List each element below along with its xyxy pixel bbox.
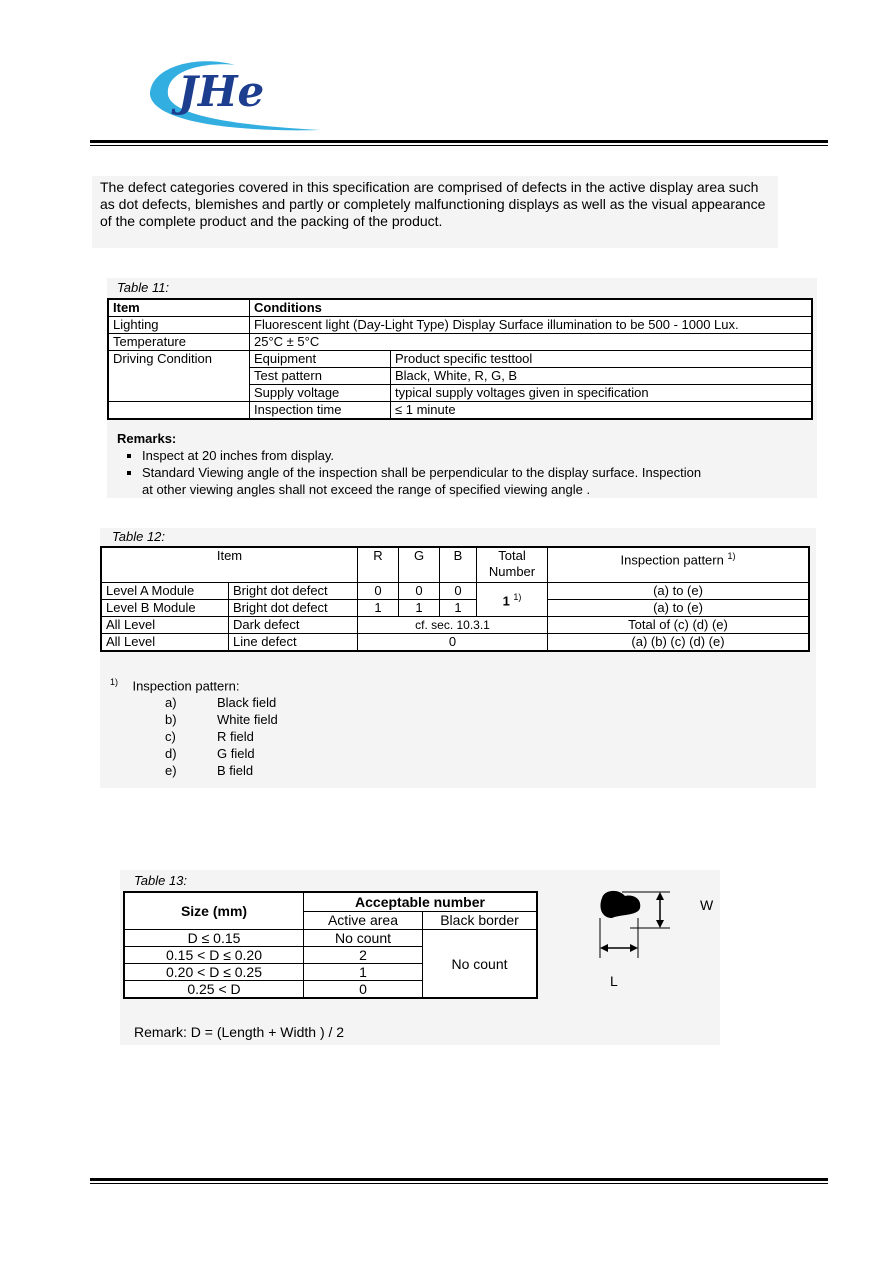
list-item (165, 728, 278, 745)
level-cell: All Level (101, 617, 229, 634)
table13-section (120, 870, 720, 1045)
table-row (124, 892, 537, 911)
inspection-time-label: Inspection time (250, 402, 391, 420)
table-row (108, 334, 812, 351)
footer-rule (90, 1178, 828, 1184)
table12 (100, 546, 810, 652)
empty-cell (108, 402, 250, 420)
active-cell: 2 (304, 947, 423, 964)
dark-defect-value: cf. sec. 10.3.1 (358, 617, 548, 634)
remarks-list (117, 447, 701, 498)
company-logo (140, 40, 340, 140)
item-key: d) (165, 746, 177, 762)
equipment-value: Product specific testtool (391, 351, 813, 368)
list-item: ▪ Inspect at 20 inches from display. (142, 447, 701, 464)
item-value: G field (217, 746, 255, 762)
table-row (108, 351, 812, 368)
defect-cell: Bright dot defect (229, 583, 358, 600)
test-pattern-value: Black, White, R, G, B (391, 368, 813, 385)
pattern-cell: (a) (b) (c) (d) (e) (548, 634, 810, 652)
table12-header-b: B (440, 547, 477, 583)
total-line2: Number (488, 564, 536, 579)
list-item (165, 745, 278, 762)
logo-text: JHe (178, 67, 265, 116)
g-cell: 0 (399, 583, 440, 600)
item-key: c) (165, 729, 176, 745)
equipment-label: Equipment (250, 351, 391, 368)
table-row (101, 600, 809, 617)
table13-header-active: Active area (304, 911, 423, 929)
item-value: R field (217, 729, 254, 745)
list-item (142, 464, 701, 498)
r-cell: 0 (358, 583, 399, 600)
item-key: e) (165, 763, 177, 779)
lighting-value: Fluorescent light (Day-Light Type) Display Surface illumination to be 500 - 1000 Lux. (250, 317, 813, 334)
driving-condition-label: Driving Condition (108, 351, 250, 402)
total-line1: Total (498, 548, 526, 563)
temperature-value: 25°C ± 5°C (250, 334, 813, 351)
table11-caption: Table 11: (117, 280, 170, 295)
pattern-cell: (a) to (e) (548, 600, 810, 617)
table12-section (100, 528, 816, 788)
table13-remark: Remark: D = (Length + Width ) / 2 (134, 1024, 345, 1040)
table13-caption: Table 13: (134, 873, 188, 888)
black-border-cell: No count (423, 930, 538, 999)
item-key: a) (165, 695, 177, 711)
level-cell: Level A Module (101, 583, 229, 600)
list-item (165, 694, 278, 711)
item-value: Black field (217, 695, 277, 711)
table13 (123, 891, 538, 999)
total-cell (477, 583, 548, 617)
defect-cell: Bright dot defect (229, 600, 358, 617)
table11-header-item: Item (108, 299, 250, 317)
lighting-label: Lighting (108, 317, 250, 334)
total-footnote-mark: 1) (513, 592, 522, 603)
table-row (108, 299, 812, 317)
temperature-label: Temperature (108, 334, 250, 351)
size-cell: 0.25 < D (124, 981, 304, 999)
remark-line: Standard Viewing angle of the inspection shall be perpendicular to the display surface. Inspection (142, 465, 702, 480)
table-row (108, 317, 812, 334)
g-cell: 1 (399, 600, 440, 617)
table12-header-total (477, 547, 548, 583)
item-value: B field (217, 763, 254, 779)
pattern-cell: Total of (c) (d) (e) (548, 617, 810, 634)
r-cell: 1 (358, 600, 399, 617)
size-cell: 0.15 < D ≤ 0.20 (124, 947, 304, 964)
inspection-time-value: ≤ 1 minute (391, 402, 813, 420)
table12-header-pattern (548, 547, 810, 583)
table11-section (107, 278, 817, 498)
width-label: W (700, 897, 714, 913)
pattern-cell: (a) to (e) (548, 583, 810, 600)
table13-header-acceptable: Acceptable number (304, 892, 538, 911)
item-value: White field (217, 712, 278, 728)
table12-header-g: G (399, 547, 440, 583)
remarks-title: Remarks: (117, 431, 177, 446)
pattern-footnote-mark: 1) (727, 551, 736, 561)
table-row (101, 634, 809, 652)
pattern-label: Inspection pattern (620, 552, 724, 568)
table12-header-r: R (358, 547, 399, 583)
item-key: b) (165, 712, 177, 728)
intro-paragraph: The defect categories covered in this specification are comprised of defects in the active display area such as dot defects, blemishes and partly or completely malfunctioning displays as well as the visual appearance of the complete product and the packing of the product. (92, 176, 778, 248)
inspection-title: Inspection pattern: (132, 678, 240, 694)
table-row (108, 402, 812, 420)
defect-cell: Dark defect (229, 617, 358, 634)
total-value: 1 (502, 593, 510, 609)
header-rule (90, 140, 828, 146)
b-cell: 1 (440, 600, 477, 617)
table12-caption: Table 12: (112, 529, 166, 544)
line-defect-value: 0 (358, 634, 548, 652)
size-cell: D ≤ 0.15 (124, 930, 304, 947)
active-cell: 0 (304, 981, 423, 999)
footnote-mark: 1) (110, 677, 119, 687)
list-item (165, 711, 278, 728)
table-row (101, 617, 809, 634)
inspection-title-row (110, 674, 278, 694)
length-label: L (610, 973, 618, 989)
table-row (101, 583, 809, 600)
table13-header-size: Size (mm) (124, 892, 304, 930)
table-row (124, 930, 537, 947)
table11-header-conditions: Conditions (250, 299, 813, 317)
table-row (101, 547, 809, 583)
table12-header-item: Item (101, 547, 358, 583)
list-item (165, 762, 278, 779)
table13-header-black: Black border (423, 911, 538, 929)
defect-size-diagram (590, 878, 720, 998)
active-cell: No count (304, 930, 423, 947)
supply-voltage-value: typical supply voltages given in specification (391, 385, 813, 402)
test-pattern-label: Test pattern (250, 368, 391, 385)
defect-blob (600, 891, 640, 918)
level-cell: All Level (101, 634, 229, 652)
remarks (117, 430, 701, 498)
supply-voltage-label: Supply voltage (250, 385, 391, 402)
defect-cell: Line defect (229, 634, 358, 652)
size-cell: 0.20 < D ≤ 0.25 (124, 964, 304, 981)
remark-line: at other viewing angles shall not exceed the range of specified viewing angle . (142, 482, 591, 497)
table11 (107, 298, 813, 420)
active-cell: 1 (304, 964, 423, 981)
level-cell: Level B Module (101, 600, 229, 617)
inspection-pattern-list (110, 674, 278, 779)
b-cell: 0 (440, 583, 477, 600)
